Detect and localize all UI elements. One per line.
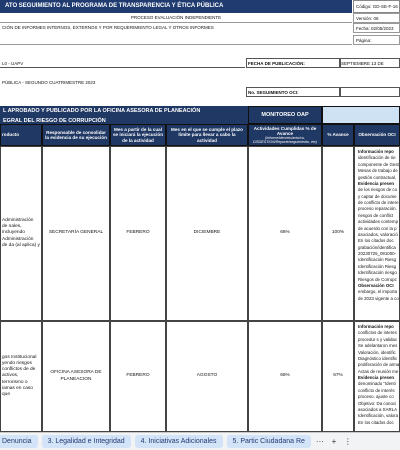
observation-line: grabación/identifica: [358, 244, 396, 250]
observation-line: En los citados doc: [358, 238, 394, 244]
section-approved-label: L APROBADO Y PUBLICADO POR LA OFICINA ASESORA DE PLANEACIÓN: [0, 106, 248, 116]
publication-date-cell: [246, 58, 340, 68]
row2-responsable[interactable]: OFICINA ASESORA DE PLANEACION: [42, 321, 110, 432]
observation-line: procedur s y validac: [358, 336, 398, 342]
observation-line: de acuerdo con la p: [358, 225, 397, 231]
observation-line: identificación de rie: [358, 155, 396, 161]
observation-line: Evidencia presen: [358, 180, 395, 186]
row1-mes-inicio[interactable]: FEBRERO: [110, 146, 166, 321]
publication-date-value: SEPTIEMBRE 13 DE: [341, 61, 384, 66]
observation-line: de los riesgos de co: [358, 187, 398, 193]
observation-line: riesgos de conflict: [358, 212, 394, 218]
seguimiento-cell: [246, 87, 340, 97]
observation-line: Identificación Riesg: [358, 257, 397, 263]
observation-line: Actas de reunión me: [358, 368, 399, 374]
sheet-menu-icon[interactable]: ⋮: [343, 437, 352, 446]
observation-line: conflictos de interes: [358, 330, 397, 336]
col-header-mes-inicio: Mes a partir de la cual se iniciará la ejecución de la actividad: [110, 124, 166, 146]
row2-actividades[interactable]: 66%: [248, 321, 322, 432]
entity-label: L0 - UAPV: [2, 61, 24, 66]
row2-producto[interactable]: gos Institucional yendo riesgos conflictos de de activos, terrorismo o iamas en caso que: [0, 321, 42, 432]
document-version: Versión: 06: [353, 13, 400, 23]
seguimiento-label: No. SEGUIMIENTO OCI:: [248, 90, 299, 95]
row2-mes-inicio[interactable]: FEBRERO: [110, 321, 166, 432]
document-page: Página:: [353, 35, 400, 45]
publication-date-label: FECHA DE PUBLICACIÓN:: [248, 61, 305, 66]
section-risk-label: EGRAL DEL RIESGO DE CORRUPCIÓN: [0, 116, 248, 126]
observation-line: Información repo: [358, 324, 394, 329]
row1-observacion[interactable]: [354, 146, 400, 321]
observation-line: Riesgos de Corrupc: [358, 276, 397, 282]
oci-header-band: [322, 106, 400, 124]
tab-denuncia[interactable]: Denuncia: [0, 435, 38, 448]
process-name: PROCESO EVALUACIÓN INDEPENDIENTE: [0, 13, 352, 23]
observation-line: Identificación, valora: [358, 413, 399, 419]
add-sheet-icon[interactable]: +: [331, 437, 337, 446]
observation-line: componente de Gest: [358, 161, 399, 167]
observation-line: Mesas de trabajo de: [358, 168, 398, 174]
row1-responsable[interactable]: SECRETARÍA GENERAL: [42, 146, 110, 321]
row2-avance[interactable]: 67%: [322, 321, 354, 432]
observation-line: gestión contractual,: [358, 174, 397, 180]
observation-line: Se adelantaron mes: [358, 343, 398, 349]
observation-line: y captar de docume: [358, 193, 397, 199]
document-date: Fecha: 02/05/2023: [353, 23, 400, 33]
col-header-producto: roducto: [0, 124, 42, 146]
observation-line: Identificación Riesg: [358, 263, 397, 269]
col-header-actividades: [248, 124, 322, 146]
observation-line: Observación OCI: [358, 282, 394, 288]
tab-iniciativas-adicionales[interactable]: 4. Iniciativas Adicionales: [135, 435, 223, 448]
row1-mes-limite[interactable]: DICIEMBRE: [166, 146, 248, 321]
col-header-observacion: Observación OCI: [354, 124, 400, 146]
observation-line: proceso. ajuste co: [358, 394, 394, 400]
observation-line: 20230725_091000-: [358, 251, 397, 256]
observation-line: asociados a SARLA: [358, 406, 398, 412]
document-code: Código: GD-SE-F-16: [353, 0, 400, 13]
row2-observacion[interactable]: [354, 321, 400, 432]
entity-underline: [0, 58, 245, 68]
row1-avance[interactable]: 100%: [322, 146, 354, 321]
observation-line: Diagnóstico identific: [358, 355, 398, 361]
observation-line: actividades contemp: [358, 219, 399, 225]
observation-line: embargo, el importa: [358, 289, 398, 295]
observation-line: Evidencia presen: [358, 375, 395, 380]
row1-producto[interactable]: Administración de nales, incluyendo Administración de da (al aplica) y: [0, 146, 42, 321]
monitoreo-oap-header: MONITOREO OAP: [248, 106, 322, 124]
more-tabs-icon[interactable]: ···: [315, 437, 324, 446]
observation-line: proliferación de arma: [358, 362, 400, 368]
period-label: PÚBLICA - SEGUNDO CUATRIMESTRE 2023: [2, 80, 96, 85]
observation-line: de 2023 vigente a co: [358, 295, 399, 301]
row1-actividades[interactable]: 66%: [248, 146, 322, 321]
col-header-actividades-label: Actividades Cumplidas % de Avance: [253, 125, 317, 136]
observation-line: Identificación riesgo: [358, 270, 397, 276]
observation-line: asociados, valoració: [358, 231, 398, 237]
observation-line: proceso reparación.: [358, 206, 397, 212]
observation-line: Objetivo: Da conoci: [358, 400, 397, 406]
col-header-actividades-sub: (Informe/decreto/acto/cu, DISSESTION/Reporte/seguimiento, etc): [253, 136, 317, 145]
tab-partic-ciudadana[interactable]: 5. Partic Ciudadana Re: [227, 435, 311, 448]
col-header-avance: % Avance: [322, 124, 354, 146]
observation-line: Información repo: [358, 149, 394, 154]
publication-date-value-cell: [340, 58, 400, 68]
observation-line: de conflicto de intere: [358, 200, 399, 205]
col-header-mes-limite: Mes en el que se cumple el plazo límite para llevar a cabo la actividad: [166, 124, 248, 146]
observation-line: denominado "Identi: [358, 381, 396, 387]
observation-line: conflicto de interés: [358, 387, 395, 393]
row2-mes-limite[interactable]: AGOSTO: [166, 321, 248, 432]
document-title: ATO SEGUIMIENTO AL PROGRAMA DE TRANSPARENCIA Y ÉTICA PÚBLICA: [0, 0, 352, 13]
observation-line: En los citados doc: [358, 419, 394, 425]
observation-line: Valoración, identific: [358, 349, 396, 355]
sheet-tab-bar: [0, 432, 400, 450]
process-subtitle: CIÓN DE INFORMES INTERNOS, EXTERNOS Y POR REQUERIMIENTO LEGAL Y OTROS INFORMES: [0, 23, 352, 45]
tab-legalidad-integridad[interactable]: 3. Legalidad e Integridad: [42, 435, 131, 448]
seguimiento-value-cell[interactable]: [340, 87, 400, 97]
col-header-responsable: Responsable de consolidar la evidencia de su ejecución: [42, 124, 110, 146]
